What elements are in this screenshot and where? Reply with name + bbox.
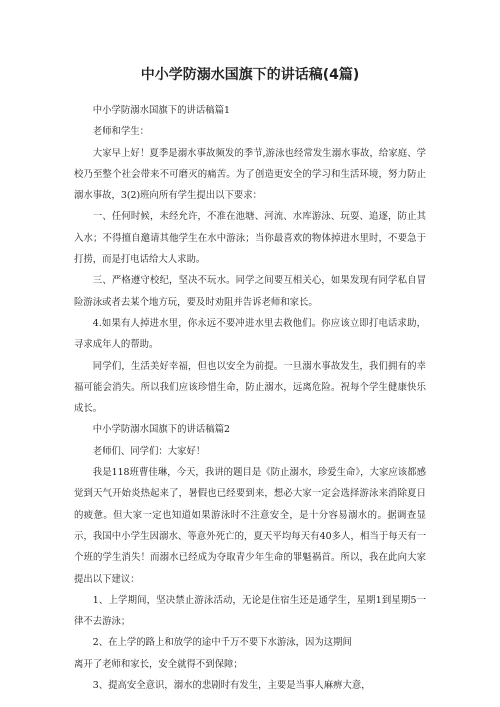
paragraph: 4.如果有人掉进水里，你永远不要冲进水里去救他们。你应该立即打电话求助，寻求成年人的帮助。 bbox=[74, 317, 426, 351]
paragraph: 2、在上学的路上和放学的途中千万不要下水游泳，因为这期间 bbox=[92, 637, 352, 649]
paragraph: 1、上学期间，坚决禁止游泳活动，无论是住宿生还是通学生，星期1到星期5一律不去游泳； bbox=[74, 594, 426, 628]
paragraph: 中小学防溺水国旗下的讲话稿篇1 bbox=[92, 105, 231, 116]
paragraph: 3、提高安全意识，溺水的悲剧时有发生，主要是当事人麻痹大意， bbox=[92, 680, 371, 692]
paragraph: 我是118班曹佳琳，今天，我讲的题目是《防止溺水，珍爱生命》，大家应该都感觉到天气开始炎热起来了，暑假也已经要到来，想必大家一定会选择游泳来消除夏日的疲惫。但大家一定也知道如果游泳时不注意安全，是十分容易溺水的。据调查显示，我国中小学生因溺水、等意外死亡的，夏天平均每天有40多人，相当于每天有一个班的学生消失！而溺水已经成为夺取青少年生命的罪魁祸首。所以，我在此向大家提出以下建议： bbox=[74, 467, 426, 585]
document-title: 中小学防溺水国旗下的讲话稿(4篇) bbox=[140, 67, 360, 83]
paragraph: 离开了老师和家长，安全就得不到保障； bbox=[74, 658, 243, 670]
paragraph: 大家早上好！夏季是溺水事故频发的季节,游泳也经常发生溺水事故，给家庭、学校乃至整个社会带来不可磨灭的痛苦。为了创造更安全的学习和生活环境，努力防止溺水事故，3(2)班向所有学生提出以下要求： bbox=[74, 147, 426, 202]
paragraph: 老师们、同学们：大家好！ bbox=[92, 445, 206, 457]
paragraph: 中小学防溺水国旗下的讲话稿篇2 bbox=[92, 424, 231, 436]
document-body bbox=[74, 100, 426, 696]
paragraph: 三、严格遵守校纪，坚决不玩水。同学之间要互相关心，如果发现有同学私自冒险游泳或者去某个地方玩，要及时劝阻并告诉老师和家长。 bbox=[74, 275, 426, 308]
paragraph: 老师和学生： bbox=[92, 126, 150, 138]
paragraph: 同学们，生活美好幸福，但也以安全为前提。一旦溺水事故发生，我们拥有的幸福可能会消失。所以我们应该珍惜生命，防止溺水，远离危险。祝每个学生健康快乐成长。 bbox=[74, 360, 426, 415]
paragraph: 一、任何时候，未经允许，不准在池塘、河流、水库游泳、玩耍、追逐，防止其入水；不得擅自邀请其他学生在水中游泳；当你最喜欢的物体掉进水里时，不要急于打捞，而是打电话给大人求助。 bbox=[74, 211, 426, 266]
